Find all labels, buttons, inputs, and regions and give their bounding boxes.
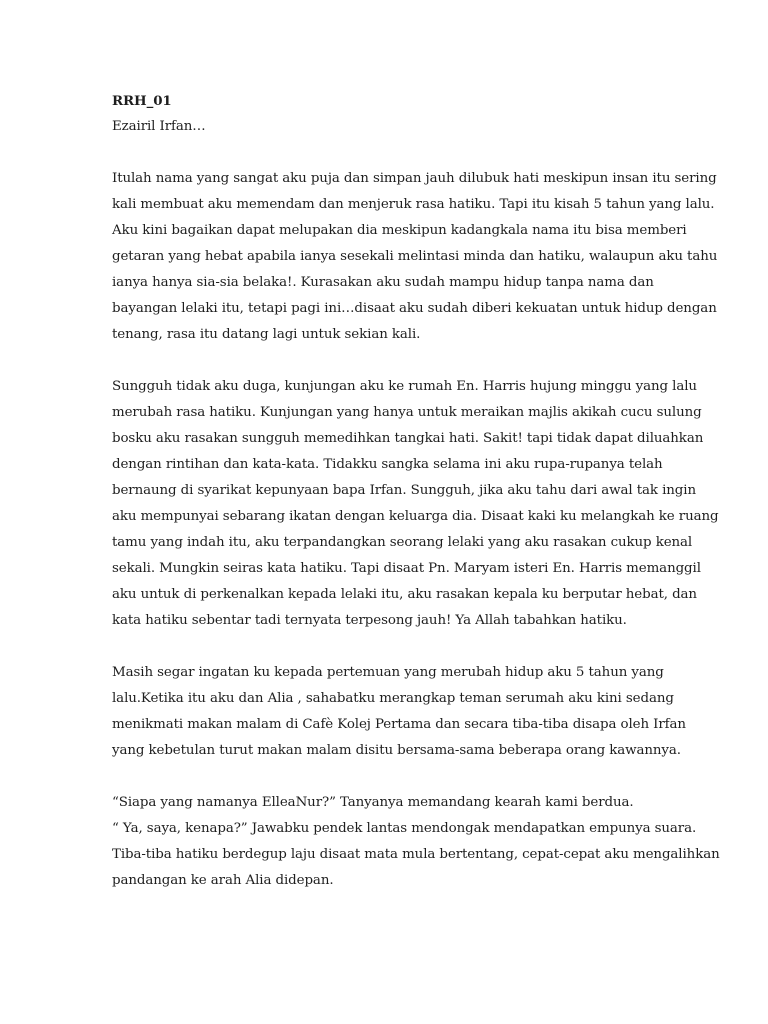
dialogue-line: Tiba-tiba hatiku berdegup laju disaat mata mula bertentang, cepat-cepat aku mengalihkan (112, 847, 720, 862)
text-line: sekali. Mungkin seiras kata hatiku. Tapi disaat Pn. Maryam isteri En. Harris memanggil (112, 561, 701, 576)
document-title: RRH_01 (112, 93, 172, 109)
dialogue-line: pandangan ke arah Alia didepan. (112, 873, 334, 888)
text-line: bernaung di syarikat kepunyaan bapa Irfan. Sungguh, jika aku tahu dari awal tak ingin (112, 483, 696, 498)
dialogue-line: “ Ya, saya, kenapa?” Jawabku pendek lantas mendongak mendapatkan empunya suara. (112, 821, 697, 836)
text-line: lalu.Ketika itu aku dan Alia , sahabatku merangkap teman serumah aku kini sedang (112, 691, 674, 706)
text-line: yang kebetulan turut makan malam disitu bersama-sama beberapa orang kawannya. (112, 743, 681, 758)
text-line: Itulah nama yang sangat aku puja dan simpan jauh dilubuk hati meskipun insan itu sering (112, 171, 717, 186)
text-line: bayangan lelaki itu, tetapi pagi ini…disaat aku sudah diberi kekuatan untuk hidup dengan (112, 301, 717, 316)
text-line: dengan rintihan dan kata-kata. Tidakku sangka selama ini aku rupa-rupanya telah (112, 457, 663, 472)
text-line: menikmati makan malam di Cafè Kolej Pertama dan secara tiba-tiba disapa oleh Irfan (112, 717, 686, 732)
text-line: ianya hanya sia-sia belaka!. Kurasakan aku sudah mampu hidup tanpa nama dan (112, 275, 654, 290)
text-line: aku untuk di perkenalkan kepada lelaki itu, aku rasakan kepala ku berputar hebat, dan (112, 587, 697, 602)
text-line: tenang, rasa itu datang lagi untuk sekian kali. (112, 327, 421, 342)
text-line: Masih segar ingatan ku kepada pertemuan yang merubah hidup aku 5 tahun yang (112, 665, 664, 680)
text-line: tamu yang indah itu, aku terpandangkan seorang lelaki yang aku rasakan cukup kenal (112, 535, 693, 550)
text-line: kali membuat aku memendam dan menjeruk rasa hatiku. Tapi itu kisah 5 tahun yang lalu. (112, 197, 715, 212)
text-line: aku mempunyai sebarang ikatan dengan keluarga dia. Disaat kaki ku melangkah ke ruang (112, 509, 719, 524)
text-line: merubah rasa hatiku. Kunjungan yang hanya untuk meraikan majlis akikah cucu sulung (112, 405, 702, 420)
text-line: getaran yang hebat apabila ianya sesekali melintasi minda dan hatiku, walaupun aku tahu (112, 249, 718, 264)
dialogue-line: “Siapa yang namanya ElleaNur?” Tanyanya memandang kearah kami berdua. (112, 795, 634, 810)
paragraph-3 (112, 660, 686, 764)
text-line: Aku kini bagaikan dapat melupakan dia meskipun kadangkala nama itu bisa memberi (112, 223, 687, 238)
dialogue-block (112, 790, 720, 894)
document-subtitle: Ezairil Irfan… (112, 119, 206, 134)
paragraph-1 (112, 166, 718, 348)
document-body (112, 88, 720, 894)
text-line: Sungguh tidak aku duga, kunjungan aku ke rumah En. Harris hujung minggu yang lalu (112, 379, 697, 394)
text-line: kata hatiku sebentar tadi ternyata terpesong jauh! Ya Allah tabahkan hatiku. (112, 613, 627, 628)
text-line: bosku aku rasakan sungguh memedihkan tangkai hati. Sakit! tapi tidak dapat diluahkan (112, 431, 704, 446)
paragraph-2 (112, 374, 719, 634)
